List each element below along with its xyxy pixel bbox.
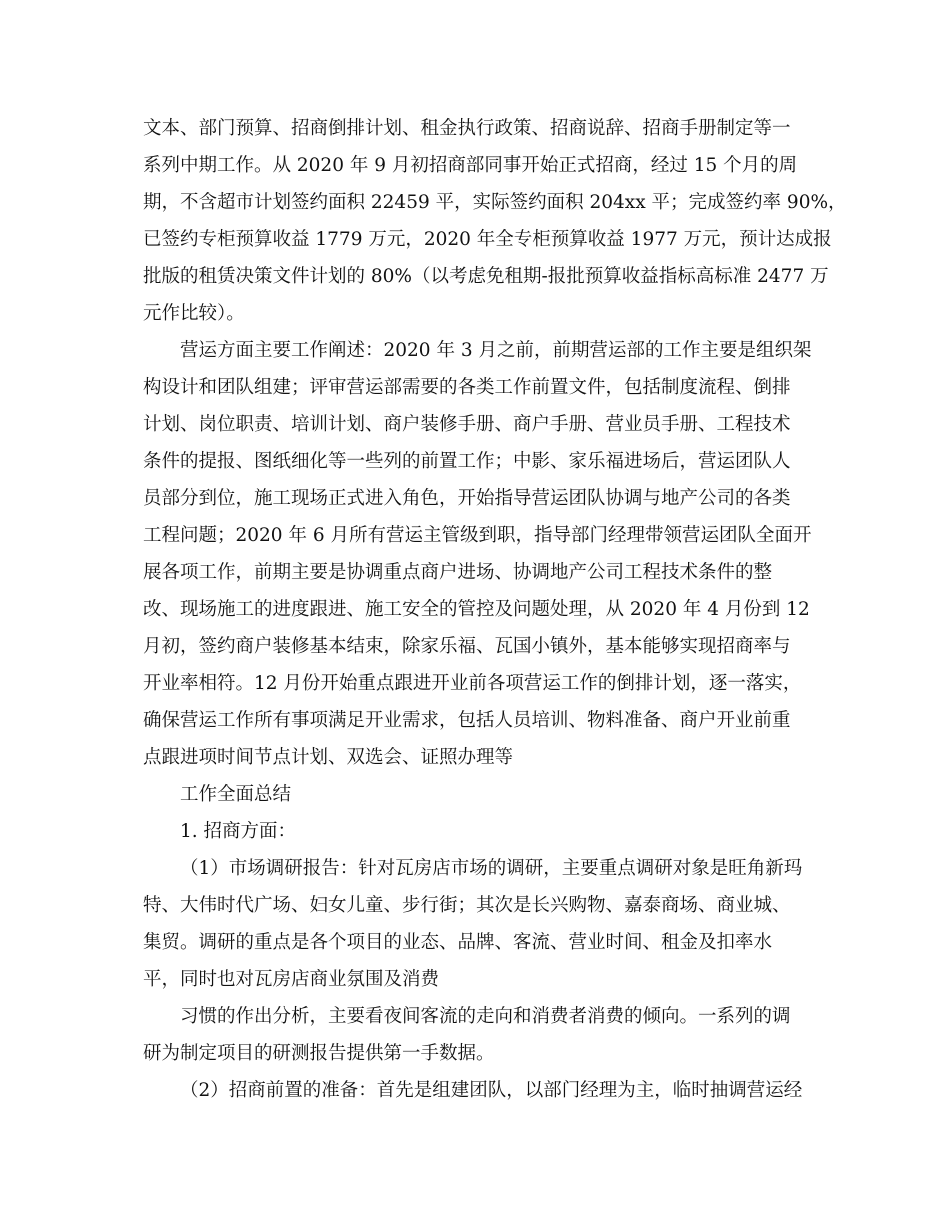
text-line: 平，同时也对瓦房店商业氛围及消费 (143, 969, 440, 990)
text-line: 元作比较）。 (143, 303, 245, 324)
text-line: 点跟进项时间节点计划、双选会、证照办理等 (143, 747, 514, 768)
subsection-heading: 1. 招商方面： (180, 821, 297, 842)
text-line: 特、大伟时代广场、妇女儿童、步行街；其次是长兴购物、嘉泰商场、商业城、 (143, 895, 791, 916)
text-line: 开业率相符。12 月份开始重点跟进开业前各项营运工作的倒排计划，逐一落实， (143, 673, 802, 694)
text-line: 条件的提报、图纸细化等一些列的前置工作；中影、家乐福进场后，营运团队人 (143, 451, 791, 472)
paragraph-start-line: 习惯的作出分析，主要看夜间客流的走向和消费者消费的倾向。一系列的调 (180, 1006, 791, 1027)
text-line: 已签约专柜预算收益 1779 万元，2020 年全专柜预算收益 1977 万元，预计达成报 (143, 229, 832, 250)
text-line: 系列中期工作。从 2020 年 9 月初招商部同事开始正式招商，经过 15 个月的周 (143, 155, 798, 176)
paragraph-start-line: 营运方面主要工作阐述：2020 年 3 月之前，前期营运部的工作主要是组织架 (180, 340, 812, 361)
text-line: 研为制定项目的研测报告提供第一手数据。 (143, 1043, 495, 1064)
text-line: 确保营运工作所有事项满足开业需求，包括人员培训、物料准备、商户开业前重 (143, 710, 791, 731)
text-line: 构设计和团队组建；评审营运部需要的各类工作前置文件，包括制度流程、倒排 (143, 377, 791, 398)
text-line: 计划、岗位职责、培训计划、商户装修手册、商户手册、营业员手册、工程技术 (143, 414, 791, 435)
section-heading: 工作全面总结 (180, 784, 292, 805)
text-line: 员部分到位，施工现场正式进入角色，开始指导营运团队协调与地产公司的各类 (143, 488, 791, 509)
paragraph-start-line: （1）市场调研报告：针对瓦房店市场的调研，主要重点调研对象是旺角新玛 (180, 858, 803, 879)
text-line: 期，不含超市计划签约面积 22459 平，实际签约面积 204xx 平；完成签约率 90%， (143, 192, 847, 213)
text-line: 文本、部门预算、招商倒排计划、租金执行政策、招商说辞、招商手册制定等一 (143, 118, 791, 139)
text-line: 集贸。调研的重点是各个项目的业态、品牌、客流、营业时间、租金及扣率水 (143, 932, 773, 953)
text-line: 展各项工作，前期主要是协调重点商户进场、协调地产公司工程技术条件的整 (143, 562, 773, 583)
text-line: 月初，签约商户装修基本结束，除家乐福、瓦国小镇外，基本能够实现招商率与 (143, 636, 791, 657)
text-line: 批版的租赁决策文件计划的 80%（以考虑免租期-报批预算收益指标高标准 2477 万 (143, 266, 829, 287)
paragraph-start-line: （2）招商前置的准备：首先是组建团队，以部门经理为主，临时抽调营运经 (180, 1080, 803, 1101)
text-line: 工程问题；2020 年 6 月所有营运主管级到职，指导部门经理带领营运团队全面开 (143, 525, 812, 546)
text-line: 改、现场施工的进度跟进、施工安全的管控及问题处理，从 2020 年 4 月份到 12 (143, 599, 810, 620)
